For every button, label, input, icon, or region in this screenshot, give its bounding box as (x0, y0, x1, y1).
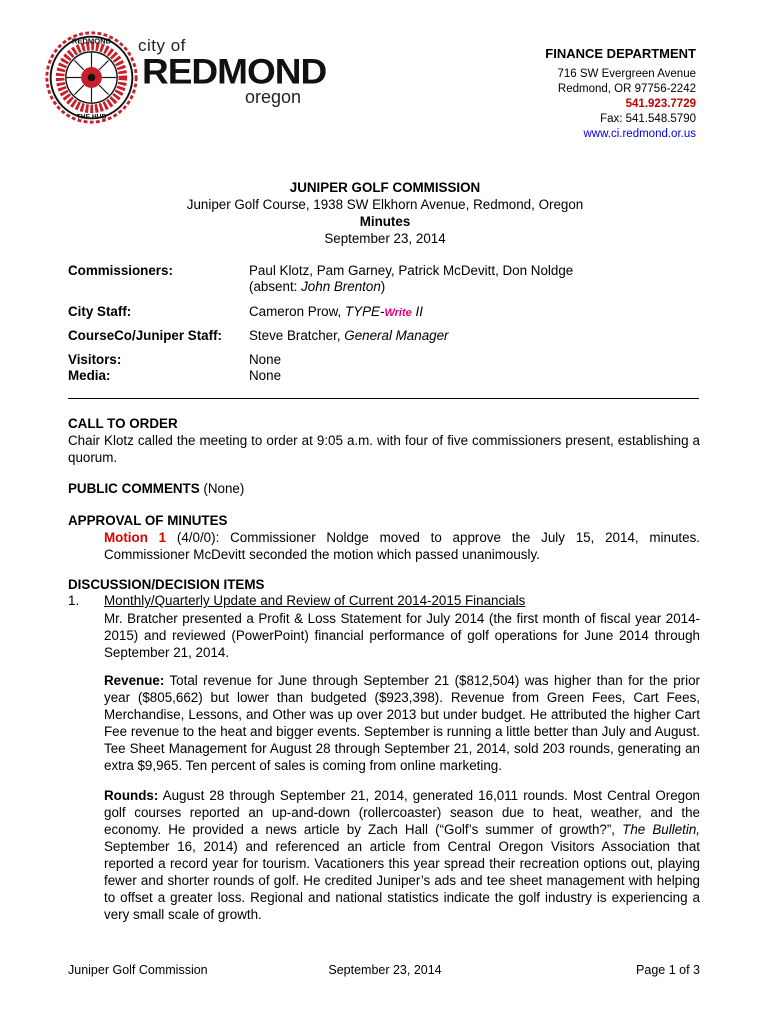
call-to-order-heading: CALL TO ORDER (68, 416, 178, 431)
rounds-label: Rounds: (104, 788, 159, 803)
absent-line: (absent: John Brenton) (249, 279, 386, 294)
item-number: 1. (68, 593, 80, 608)
seal-top-text: REDMOND (71, 36, 112, 46)
commissioners-list: Paul Klotz, Pam Garney, Patrick McDevitt, Don Noldge (249, 263, 574, 278)
media-value: None (249, 368, 282, 383)
public-comments-heading: PUBLIC COMMENTS (None) (68, 481, 245, 496)
website-link[interactable]: www.ci.redmond.or.us (583, 128, 696, 140)
address-line-2: Redmond, OR 97756-2242 (557, 83, 696, 95)
discussion-heading: DISCUSSION/DECISION ITEMS (68, 577, 265, 592)
address-line-1: 716 SW Evergreen Avenue (557, 68, 696, 80)
document-type: Minutes (359, 214, 411, 229)
item-intro: Mr. Bratcher presented a Profit & Loss Statement for July 2014 (the first month of fiscal year 2014-2015) and reviewed (PowerPoint) financial performance of golf operations for June 2014 through September 21, 2014. (104, 611, 700, 660)
revenue-paragraph: Revenue: Total revenue for June through September 21 ($812,504) was higher than for the prior year ($805,662) but lower than budgeted ($923,398). Revenue from Green Fees, Cart Fees, Merchandise, Lessons, and Other was up over 2013 but under budget. He attributed the higher Cart Fee revenue to the heat and bigger events. September is running a little better than July and August. Tee Sheet Management for August 28 through September 21, 2014, sold 203 rounds, generating an extra $9,965. Ten percent of sales is coming from online marketing. (104, 673, 700, 773)
visitors-label: Visitors: (68, 352, 122, 367)
phone-number: 541.923.7729 (625, 98, 696, 110)
city-staff-value: Cameron Prow, TYPE-Write II (249, 304, 423, 319)
courseco-label: CourseCo/Juniper Staff: (68, 328, 223, 343)
footer-date: September 23, 2014 (328, 963, 442, 977)
logo-city-of: city of (138, 36, 186, 55)
revenue-label: Revenue: (104, 673, 165, 688)
footer-org: Juniper Golf Commission (68, 963, 208, 977)
divider-line (68, 398, 699, 399)
approval-heading: APPROVAL OF MINUTES (68, 513, 228, 528)
type-write-logo-text: Write (384, 307, 412, 319)
city-seal-logo (44, 30, 139, 125)
motion-label: Motion 1 (104, 530, 167, 545)
commission-title: JUNIPER GOLF COMMISSION (289, 180, 481, 195)
meeting-location: Juniper Golf Course, 1938 SW Elkhorn Avenue, Redmond, Oregon (186, 197, 584, 212)
visitors-value: None (249, 352, 282, 367)
seal-bottom-text: THE HUB (76, 113, 107, 121)
commissioners-label: Commissioners: (68, 263, 173, 278)
city-staff-label: City Staff: (68, 304, 132, 319)
media-label: Media: (68, 368, 111, 383)
rounds-paragraph: Rounds: August 28 through September 21, 2014, generated 16,011 rounds. Most Central Oregon golf courses reported an up-and-down (rollercoaster) season due to heat, weather, and the economy. He provided a news article by Zach Hall (“Golf’s summer of growth?”, The Bulletin, September 16, 2014) and referenced an article from Central Oregon Visitors Association that reported a record year for tourism. Vacationers this year spread their recreation options out, playing fewer and shorter rounds of golf. He credited Juniper’s ads and tee sheet management with helping to offset a greater loss. Regional and national statistics indicate the golf industry is experiencing a very small scale of growth. (104, 788, 701, 922)
footer-page: Page 1 of 3 (636, 963, 700, 977)
meeting-date: September 23, 2014 (324, 231, 446, 246)
item-title: Monthly/Quarterly Update and Review of Current 2014-2015 Financials (104, 593, 526, 608)
absent-name: John Brenton (301, 279, 381, 294)
courseco-value: Steve Bratcher, General Manager (249, 328, 449, 343)
logo-state: oregon (245, 87, 302, 107)
logo-name: REDMOND (142, 52, 327, 91)
fax-number: Fax: 541.548.5790 (600, 113, 696, 125)
call-to-order-text: Chair Klotz called the meeting to order at 9:05 a.m. with four of five commissioners present, establishing a quorum. (68, 433, 700, 465)
department-name: FINANCE DEPARTMENT (545, 46, 696, 61)
approval-motion-text: Motion 1 (4/0/0): Commissioner Noldge moved to approve the July 15, 2014, minutes. Commissioner McDevitt seconded the motion which passed unanimously. (104, 530, 700, 562)
